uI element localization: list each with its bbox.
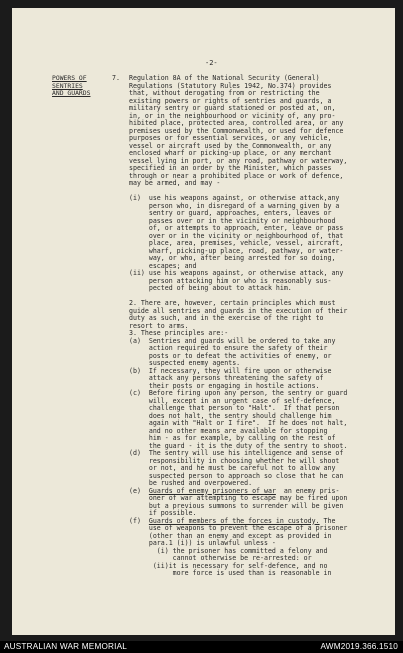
principle-line: (b) If necessary, they will fire upon or otherwise: [129, 366, 332, 375]
body-line: that, without derogating from or restricting the: [129, 89, 320, 97]
item-e-line: if possible.: [129, 509, 197, 517]
body-line: existing powers or rights of sentries and guards, a: [129, 96, 332, 105]
principle-line: the guard - it is the duty of the sentry to shoot.: [129, 441, 348, 450]
principle-line: suspected person to approach so close that he can: [129, 471, 344, 480]
item-f-rest: The: [319, 516, 336, 525]
body-line: Regulation 8A of the National Security (General): [129, 74, 320, 82]
item-f-line: cannot otherwise be re-arrested: or: [129, 554, 312, 562]
footer-accession-number: AWM2019.366.1510: [320, 642, 398, 651]
item-f-line: more force is used than is reasonable in: [129, 569, 332, 577]
item-e-heading: Guards of enemy prisoners of war: [148, 486, 276, 495]
para-line: guide all sentries and guards in the execution of their: [129, 306, 348, 315]
item-e-line: oner of war attempting to escape may be fired upon: [129, 494, 348, 502]
item-f-line: (other than an enemy and except as provided in: [129, 531, 332, 540]
item-line: over or in the vicinity or neighbourhood of, that: [129, 231, 344, 240]
item-e-label: (e): [129, 486, 141, 495]
principle-line: again with "Halt or I fire". If he does not halt,: [129, 419, 348, 427]
principle-line: (d) The sentry will use his intelligence and sense of: [129, 449, 344, 457]
side-heading: [52, 75, 90, 98]
item-line: of, or attempts to approach, enter, leave or pass: [129, 224, 344, 232]
side-heading-line: SENTRIES: [52, 81, 83, 90]
item-line: way, or who, after being arrested for so doing,: [129, 254, 336, 262]
item-line: (i) use his weapons against, or otherwise attack,any: [129, 194, 340, 202]
principle-line: (c) Before firing upon any person, the sentry or guard: [129, 389, 348, 397]
side-heading-line: POWERS OF: [52, 74, 87, 82]
item-line: pected of being about to attack him.: [129, 284, 292, 292]
principle-line: or not, and he must be careful not to allow any: [129, 464, 336, 472]
body-line: vessel lying in port, or any road, pathway or waterway,: [129, 156, 348, 165]
item-line: person who, in disregard of a warning given by a: [129, 201, 340, 210]
para-line: duty as such, and in the exercise of the right to: [129, 314, 324, 322]
body-line: Regulations (Statutory Rules 1942, No.374) provides: [129, 81, 332, 90]
principle-line: action required to ensure the safety of their: [129, 344, 328, 352]
item-line: escapes; and: [129, 261, 197, 270]
para-line: resort to arms.: [129, 321, 189, 330]
item-line: wharf, picking-up place, road, pathway, or water-: [129, 246, 344, 255]
document-page: [12, 8, 395, 635]
item-f-heading: Guards of members of the forces in custody.: [148, 516, 320, 525]
side-heading-line: AND GUARDS: [52, 89, 91, 98]
item-f-label: (f): [129, 516, 141, 525]
item-line: (ii) use his weapons against, or otherwise attack, any: [129, 269, 344, 277]
body-line: through or near a prohibited place or work of defence,: [129, 171, 344, 180]
body-line: specified in an order by the Minister, which passes: [129, 164, 332, 172]
item-line: place, area, premises, vehicle, vessel, aircraft,: [129, 239, 344, 247]
item-line: person attacking him or who is reasonably sus-: [129, 276, 332, 285]
body-text: [129, 75, 347, 578]
principle-line: him - as for example, by calling on the rest of: [129, 434, 336, 442]
footer-bar: [0, 641, 403, 653]
principle-line: attack any persons threatening the safety of: [129, 374, 324, 382]
item-e-rest: an enemy pris-: [275, 486, 340, 495]
body-line: premises used by the Commonwealth, or used for defence: [129, 126, 344, 135]
page-number: -2-: [205, 59, 218, 67]
item-e-line: but a previous summons to surrender will be given: [129, 501, 344, 510]
section-number: 7.: [112, 74, 120, 82]
item-line: passes over or in the vicinity or neighbourhood: [129, 216, 336, 225]
principle-line: be rushed and overpowered.: [129, 479, 253, 487]
principle-line: responsibility in choosing whether he will shoot: [129, 456, 340, 465]
body-line: may be armed, and may -: [129, 179, 221, 187]
body-line: military sentry or guard stationed or posted at, on,: [129, 104, 336, 112]
item-f-line: (ii)it is necessary for self-defence, and no: [129, 561, 328, 570]
principle-line: challenge that person to "Halt". If that person: [129, 404, 340, 412]
body-line: in, or in the neighbourhood or vicinity of, any pro-: [129, 111, 336, 120]
principle-line: and no other means are available for stopping: [129, 426, 328, 435]
principle-line: (a) Sentries and guards will be ordered to take any: [129, 336, 336, 345]
principle-line: does not halt, the sentry should challenge him: [129, 411, 332, 420]
body-line: purposes or for essential services, or any vehicle,: [129, 134, 332, 142]
principle-line: suspected enemy agents.: [129, 359, 241, 367]
item-f-line: (i) the prisoner has committed a felony and: [129, 546, 328, 555]
principle-line: will, except in an urgent case of self-defence,: [129, 396, 336, 405]
para-line: 3. These principles are:-: [129, 329, 229, 337]
item-line: sentry or guard, approaches, enters, leaves or: [129, 209, 332, 217]
item-f-line: use of weapons to prevent the escape of a prisoner: [129, 524, 348, 532]
principle-line: posts or to defeat the activities of enemy, or: [129, 351, 332, 360]
principle-line: their posts or engaging in hostile actions.: [129, 381, 320, 390]
footer-institution: AUSTRALIAN WAR MEMORIAL: [4, 642, 128, 651]
para-line: 2. There are, however, certain principles which must: [129, 299, 336, 307]
body-line: enclosed wharf or picking-up place, or any merchant: [129, 149, 332, 157]
item-f-line: para.1 (i)) is unlawful unless -: [129, 539, 276, 547]
body-line: hibited place, protected area, controlled area, or any: [129, 119, 344, 127]
body-line: vessel or aircraft used by the Commonwealth, or any: [129, 141, 332, 150]
